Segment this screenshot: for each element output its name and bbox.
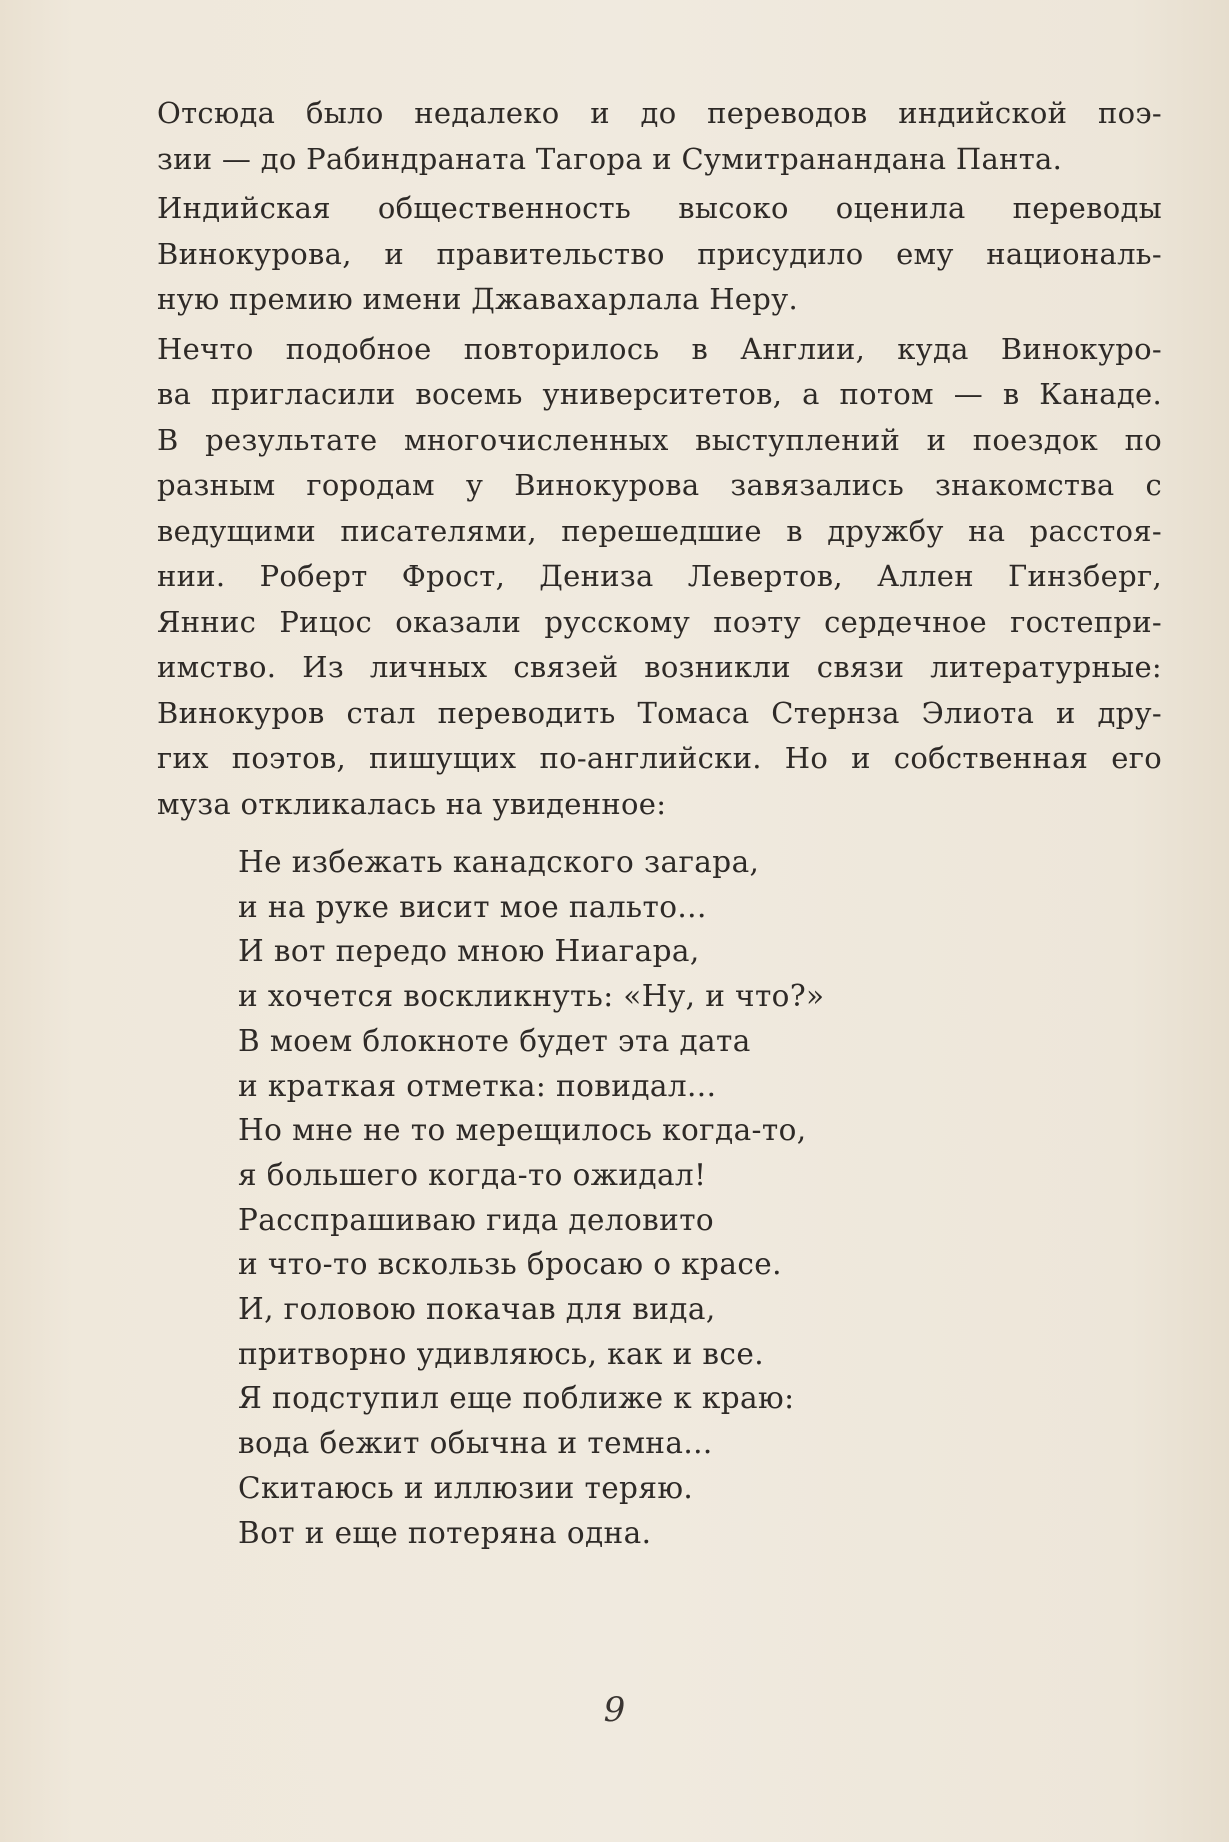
poem-verse: я большего когда-то ожидал!	[238, 1157, 707, 1192]
text-line: разным городам у Винокурова завязались знакомства с	[157, 468, 1162, 502]
text-line: имство. Из личных связей возникли связи литературные:	[157, 650, 1162, 684]
text-line: гих поэтов, пишущих по-английски. Но и собственная его	[157, 741, 1162, 775]
text-line: Нечто подобное повторилось в Англии, куда Винокуро-	[157, 331, 1162, 366]
text-line: ва пригласили восемь университетов, а потом — в Канаде.	[157, 377, 1162, 411]
paragraph-2	[157, 186, 1162, 323]
text-line: муза откликалась на увиденное:	[157, 786, 667, 821]
text-line: нии. Роберт Фрост, Дениза Левертов, Аллен Гинзберг,	[157, 559, 1162, 593]
poem-verse: и краткая отметка: повидал...	[238, 1068, 717, 1103]
poem-verse: Расспрашиваю гида деловито	[238, 1202, 715, 1237]
poem-verse: Не избежать канадского загара,	[238, 845, 760, 879]
text-line: Яннис Рицос оказали русскому поэту сердечное гостепри-	[157, 604, 1162, 639]
poem-verse: В моем блокноте будет эта дата	[238, 1023, 751, 1058]
text-line: зии — до Рабиндраната Тагора и Сумитранандана Панта.	[157, 141, 1063, 176]
poem-verse: Вот и еще потеряна одна.	[238, 1515, 652, 1550]
poem	[238, 840, 1038, 1555]
poem-verse: Я подступил еще поближе к краю:	[238, 1381, 795, 1416]
text-line: Отсюда было недалеко и до переводов индийской поэ-	[157, 96, 1162, 130]
paragraph-3	[157, 327, 1162, 828]
text-line: Винокуров стал переводить Томаса Стернза Элиота и дру-	[157, 695, 1162, 730]
paragraph-1	[157, 91, 1162, 182]
prose-text	[157, 91, 1162, 831]
poem-verse: Но мне не то мерещилось когда-то,	[238, 1113, 807, 1148]
page-number: 9	[603, 1690, 626, 1730]
poem-verse: и хочется воскликнуть: «Ну, и что?»	[238, 979, 825, 1014]
text-line: В результате многочисленных выступлений и поездок по	[157, 422, 1162, 457]
poem-verse: притворно удивляюсь, как и все.	[238, 1336, 764, 1371]
text-line: ную премию имени Джавахарлала Неру.	[157, 282, 798, 316]
text-line: Индийская общественность высоко оценила переводы	[157, 191, 1162, 225]
text-line: ведущими писателями, перешедшие в дружбу на расстоя-	[157, 513, 1162, 548]
poem-verse: вода бежит обычна и темна...	[238, 1426, 713, 1461]
poem-verse: И вот передо мною Ниагара,	[238, 934, 700, 969]
poem-verse: Скитаюсь и иллюзии теряю.	[238, 1470, 694, 1505]
poem-verse: и на руке висит мое пальто...	[238, 889, 707, 924]
poem-verse: и что-то вскользь бросаю о красе.	[238, 1247, 782, 1282]
text-line: Винокурова, и правительство присудило ему националь-	[157, 236, 1162, 271]
poem-verse: И, головою покачав для вида,	[238, 1292, 716, 1327]
